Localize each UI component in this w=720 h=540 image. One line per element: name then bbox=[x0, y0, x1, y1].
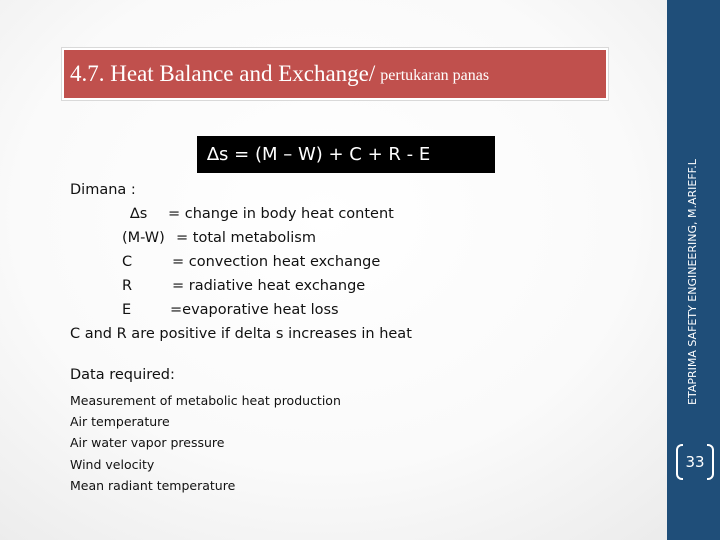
definition-text: = total metabolism bbox=[176, 230, 316, 246]
definition-symbol: ∆s bbox=[130, 206, 148, 222]
definition-symbol: E bbox=[122, 302, 132, 318]
definition-text: = radiative heat exchange bbox=[172, 278, 366, 294]
list-item: Air temperature bbox=[70, 414, 170, 430]
definition-row bbox=[70, 250, 412, 274]
slide-title: 4.7. Heat Balance and Exchange/ bbox=[70, 61, 376, 86]
list-item: Mean radiant temperature bbox=[70, 477, 236, 493]
definition-row bbox=[70, 274, 412, 298]
list-item: Air water vapor pressure bbox=[70, 435, 225, 451]
page-number: 33 bbox=[685, 453, 705, 471]
definition-symbol: C bbox=[122, 254, 133, 270]
side-label: ETAPRIMA SAFETY ENGINEERING, M.ARIEFF.L bbox=[686, 159, 699, 405]
left-bracket-icon bbox=[676, 444, 683, 480]
dimana-label: Dimana : bbox=[70, 182, 136, 198]
heat-balance-formula: ∆s = (M – W) + C + R - E bbox=[197, 136, 495, 173]
definition-text: =evaporative heat loss bbox=[170, 302, 339, 318]
definition-row bbox=[70, 202, 412, 226]
list-item: Measurement of metabolic heat production bbox=[70, 393, 341, 408]
definition-symbol: R bbox=[122, 278, 133, 294]
right-bracket-icon bbox=[707, 444, 714, 480]
definition-row bbox=[70, 226, 412, 250]
data-required-list bbox=[70, 390, 341, 496]
slide-subtitle: pertukaran panas bbox=[380, 67, 490, 84]
definition-text: = change in body heat content bbox=[168, 206, 394, 222]
page-number-badge bbox=[676, 444, 714, 480]
sign-convention-note: C and R are positive if delta s increases in heat bbox=[70, 326, 412, 342]
data-required-label: Data required: bbox=[70, 367, 175, 383]
list-item: Wind velocity bbox=[70, 456, 155, 472]
slide-title-bar bbox=[62, 48, 608, 100]
definition-text: = convection heat exchange bbox=[172, 254, 381, 270]
definitions-block bbox=[70, 178, 412, 346]
definition-row bbox=[70, 298, 412, 322]
definition-symbol: (M-W) bbox=[122, 230, 165, 246]
